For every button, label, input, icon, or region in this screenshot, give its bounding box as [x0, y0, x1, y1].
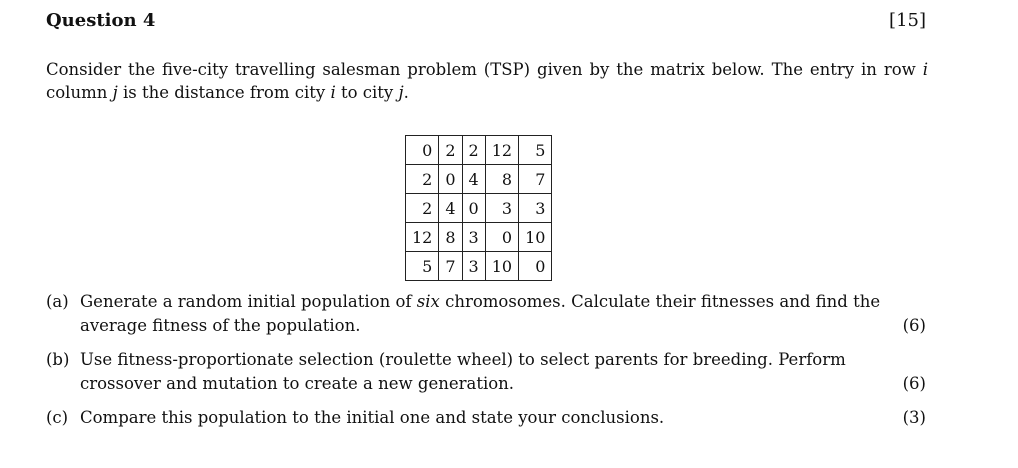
matrix-cell: 7 — [519, 165, 552, 194]
matrix-row — [406, 223, 552, 252]
intro-text: column — [46, 83, 108, 102]
matrix-cell: 0 — [439, 165, 462, 194]
matrix-cell: 0 — [485, 223, 518, 252]
var-i: i — [330, 83, 336, 102]
var-i: i — [922, 60, 928, 79]
matrix-cell: 3 — [519, 194, 552, 223]
part-label: (b) — [46, 350, 70, 369]
part-label: (a) — [46, 292, 69, 311]
matrix-row — [406, 136, 552, 165]
matrix-cell: 8 — [439, 223, 462, 252]
matrix-cell: 0 — [406, 136, 439, 165]
matrix-cell: 5 — [406, 252, 439, 281]
matrix-cell: 4 — [439, 194, 462, 223]
intro-text: is the distance from city — [122, 83, 326, 102]
matrix-row — [406, 194, 552, 223]
matrix-cell: 10 — [519, 223, 552, 252]
question-marks: [15] — [889, 10, 926, 31]
matrix-cell: 5 — [519, 136, 552, 165]
part-emphasis: six — [416, 292, 440, 311]
question-part — [46, 290, 926, 338]
part-marks: (3) — [902, 408, 926, 427]
matrix-cell: 2 — [406, 165, 439, 194]
intro-text: Consider the five-city travelling salesman problem (TSP) given by the matrix below. The entry in row — [46, 60, 916, 79]
intro-paragraph — [46, 58, 928, 104]
intro-text: to city — [340, 83, 394, 102]
matrix-cell: 3 — [485, 194, 518, 223]
var-j: j — [112, 83, 118, 102]
question-part — [46, 406, 926, 430]
matrix-cell: 2 — [439, 136, 462, 165]
matrix-cell: 0 — [462, 194, 485, 223]
part-text: Generate a random initial population of — [80, 292, 412, 311]
matrix-cell: 10 — [485, 252, 518, 281]
matrix-cell: 3 — [462, 252, 485, 281]
matrix-cell: 4 — [462, 165, 485, 194]
part-marks: (6) — [902, 316, 926, 335]
matrix-cell: 12 — [406, 223, 439, 252]
matrix-cell: 12 — [485, 136, 518, 165]
part-text: Compare this population to the initial one and state your conclusions. — [80, 408, 665, 427]
matrix-cell: 0 — [519, 252, 552, 281]
question-part — [46, 348, 926, 396]
matrix-row — [406, 252, 552, 281]
matrix-cell: 2 — [462, 136, 485, 165]
matrix-cell: 7 — [439, 252, 462, 281]
part-marks: (6) — [902, 374, 926, 393]
matrix-cell: 2 — [406, 194, 439, 223]
matrix-row — [406, 165, 552, 194]
part-text: chromosomes. Calculate their fitnesses and find the average fitness of the population. — [80, 292, 881, 335]
part-text: Use fitness-proportionate selection (roulette wheel) to select parents for breeding. Perform crossover and mutation to create a new generation. — [80, 350, 846, 393]
matrix-cell: 8 — [485, 165, 518, 194]
var-j: j — [398, 83, 404, 102]
matrix-cell: 3 — [462, 223, 485, 252]
question-parts — [46, 290, 926, 440]
question-title: Question 4 — [46, 10, 156, 31]
intro-text: . — [403, 83, 409, 102]
distance-matrix — [405, 135, 552, 281]
part-label: (c) — [46, 408, 69, 427]
